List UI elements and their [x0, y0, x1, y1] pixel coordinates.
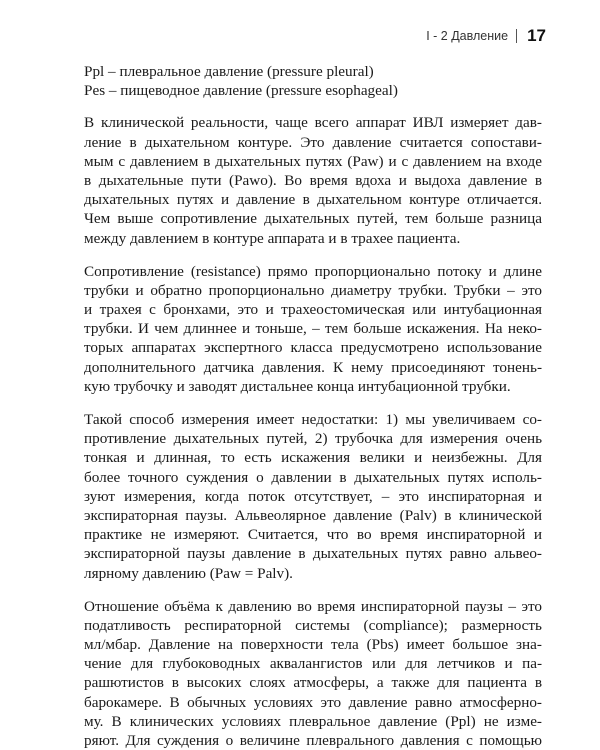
text-line: му. В клинических условиях плевральное давление (Ppl) не изме- [84, 712, 542, 730]
text-line: В клинической реальности, чаще всего аппарат ИВЛ измеряет дав- [84, 114, 542, 132]
text-line: экспираторная паузы. Альвеолярное давление (Palv) в клинической [84, 506, 542, 524]
body-text [84, 62, 542, 750]
text-line: между давлением в контуре аппарата и в трахее пациента. [84, 229, 461, 247]
text-line: экспираторной паузы давление в дыхательных путях равно альвео- [84, 545, 542, 563]
paragraph-compliance [84, 597, 542, 750]
text-line: барокамере. В обычных условиях это давление равно атмосферно- [84, 693, 542, 711]
text-line: трубки. И чем длиннее и тоньше, – тем больше искажения. На неко- [84, 320, 542, 338]
abbreviation-ppl: Ppl – плевральное давление (pressure pleural) [84, 63, 374, 80]
text-line: лярному давлению (Paw = Palv). [84, 564, 293, 582]
paragraph-measurement-drawbacks [84, 410, 542, 583]
text-line: Такой способ измерения имеет недостатки: 1) мы увеличиваем со- [84, 411, 542, 429]
text-line: мым с давлением в дыхательных путях (Paw) и с давлением на входе [84, 152, 542, 170]
abbreviation-pes: Pes – пищеводное давление (pressure esophageal) [84, 82, 398, 100]
text-line: ление в дыхательном контуре. Это давление считается сопостави- [84, 133, 542, 151]
text-line: и трахея с бронхами, это и трахеостомическая или интубационная [84, 301, 542, 319]
running-header [426, 26, 546, 46]
page-number: 17 [527, 26, 546, 45]
text-line: дополнительного датчика давления. К нему присоединяют тонень- [84, 358, 542, 376]
text-line: чение для глубоководных аквалангистов или для летчиков и па- [84, 655, 542, 673]
text-line: дыхательных путях и давление в дыхательном контуре отличается. [84, 191, 542, 209]
text-line: более точного суждения о давлении в дыхательных путях исполь- [84, 468, 542, 486]
section-label: I - 2 Давление [426, 29, 517, 43]
text-line: зуют измерения, когда поток отсутствует, – это инспираторная и [84, 487, 542, 505]
text-line: в дыхательные пути (Pawo). Во время вдоха и выдоха давление в [84, 171, 542, 189]
paragraph-clinical-reality [84, 113, 542, 247]
text-line: противление дыхательных путей, 2) трубочка для измерения очень [84, 430, 542, 448]
text-line: практике не измеряют. Считается, что во время инспираторной и [84, 526, 542, 544]
text-line: тонкая и длинная, то есть искажения велики и неизбежны. Для [84, 449, 542, 467]
text-line: ряют. Для суждения о величине плеврального давления с помощью [84, 732, 542, 750]
text-line: податливость респираторной системы (compliance); размерность [84, 616, 542, 634]
text-line: Сопротивление (resistance) прямо пропорционально потоку и длине [84, 262, 542, 280]
text-line: трубки и обратно пропорционально диаметру трубки. Трубки – это [84, 281, 542, 299]
text-line: Чем выше сопротивление дыхательных путей, тем больше разница [84, 210, 542, 228]
text-line: Отношение объёма к давлению во время инспираторной паузы – это [84, 597, 542, 615]
paragraph-resistance [84, 262, 542, 396]
text-line: кую трубочку и заводят дистальнее конца интубационной трубки. [84, 377, 511, 395]
text-line: мл/мбар. Давление на поверхности тела (Pbs) имеет большое зна- [84, 636, 542, 654]
text-line: рашютистов в высоких слоях атмосферы, а также для пациента в [84, 674, 542, 692]
text-line: торых аппаратах экспертного класса предусмотрено использование [84, 339, 542, 357]
